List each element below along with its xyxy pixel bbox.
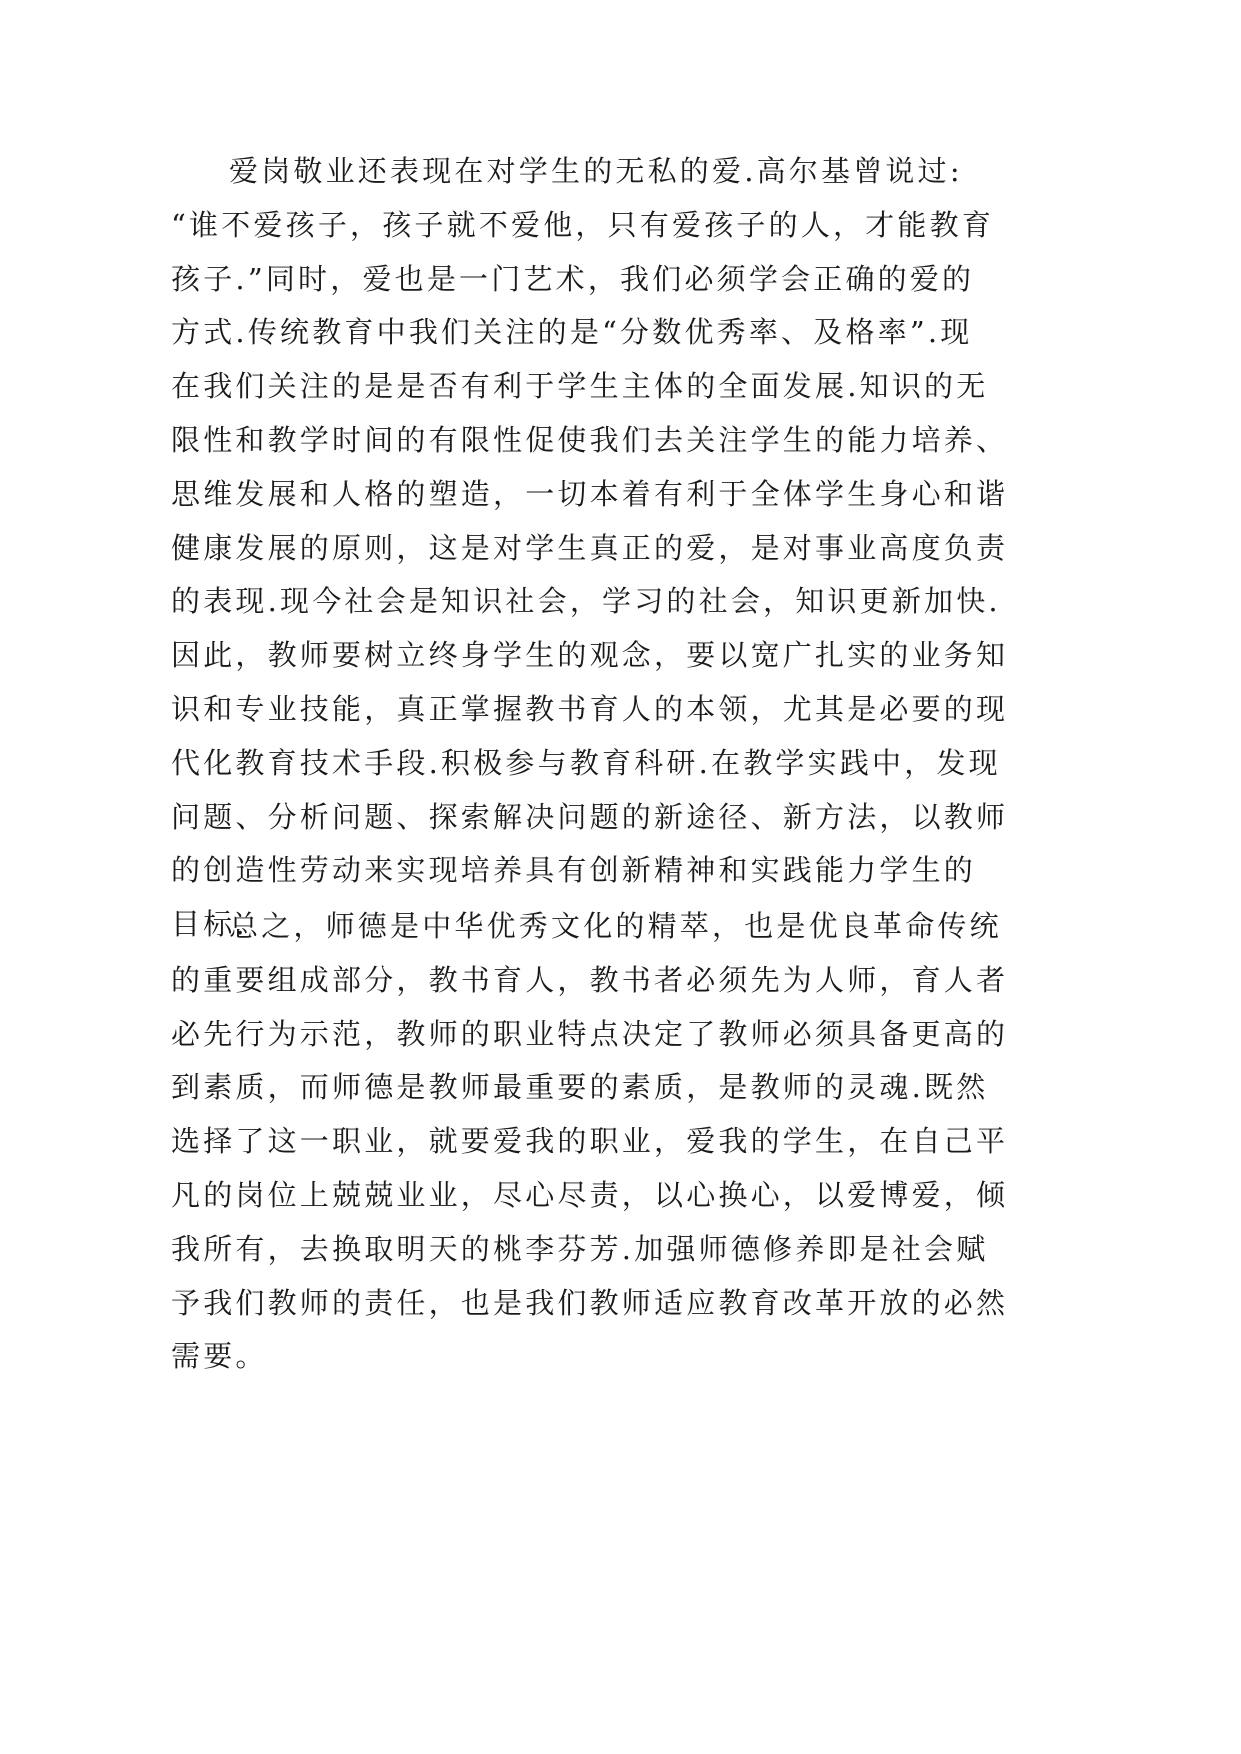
text-line: 予我们教师的责任，也是我们教师适应教育改革开放的必然 (171, 1285, 1009, 1320)
text-line: “谁不爱孩子，孩子就不爱他，只有爱孩子的人，才能教育 (171, 207, 995, 242)
text-line: 识和专业技能，真正掌握教书育人的本领，尤其是必要的现 (171, 691, 1009, 726)
text-line: 需要。 (171, 1339, 268, 1374)
text-line: 健康发展的原则，这是对学生真正的爱，是对事业高度负责 (171, 530, 1009, 565)
text-line: 问题、分析问题、探索解决问题的新途径、新方法，以教师 (171, 799, 1009, 834)
text-line: 因此，教师要树立终身学生的观念，要以宽广扎实的业务知 (171, 638, 1009, 673)
paragraph-1 (171, 145, 1009, 952)
text-line: 限性和教学时间的有限性促使我们去关注学生的能力培养、 (171, 422, 1009, 457)
text-line: 的重要组成部分，教书育人，教书者必须先为人师，育人者 (171, 962, 1009, 997)
text-line: 爱岗敬业还表现在对学生的无私的爱.高尔基曾说过: (229, 154, 963, 188)
text-line: 到素质，而师德是教师最重要的素质，是教师的灵魂.既然 (171, 1070, 989, 1105)
text-line: 选择了这一职业，就要爱我的职业，爱我的学生，在自己平 (171, 1124, 1009, 1159)
text-line: 我所有，去换取明天的桃李芬芳.加强师德修养即是社会赋 (171, 1231, 989, 1266)
text-line: 总之，师德是中华优秀文化的精萃，也是优良革命传统 (229, 909, 1002, 943)
text-line: 必先行为示范，教师的职业特点决定了教师必须具备更高的 (171, 1016, 1009, 1051)
text-line: 思维发展和人格的塑造，一切本着有利于全体学生身心和谐 (171, 476, 1009, 511)
text-line: 孩子.”同时，爱也是一门艺术，我们必须学会正确的爱的 (171, 261, 975, 296)
text-line: 目标. (171, 907, 248, 942)
text-line: 方式.传统教育中我们关注的是“分数优秀率、及格率”.现 (171, 315, 973, 350)
paragraph-2 (171, 900, 1009, 1384)
text-line: 凡的岗位上兢兢业业，尽心尽责，以心换心，以爱博爱，倾 (171, 1177, 1009, 1212)
text-line: 在我们关注的是是否有利于学生主体的全面发展.知识的无 (171, 369, 989, 404)
text-line: 的创造性劳动来实现培养具有创新精神和实践能力学生的 (171, 853, 977, 888)
text-line: 代化教育技术手段.积极参与教育科研.在教学实践中，发现 (171, 745, 1001, 780)
text-line: 的表现.现今社会是知识社会，学习的社会，知识更新加快. (171, 584, 1001, 619)
